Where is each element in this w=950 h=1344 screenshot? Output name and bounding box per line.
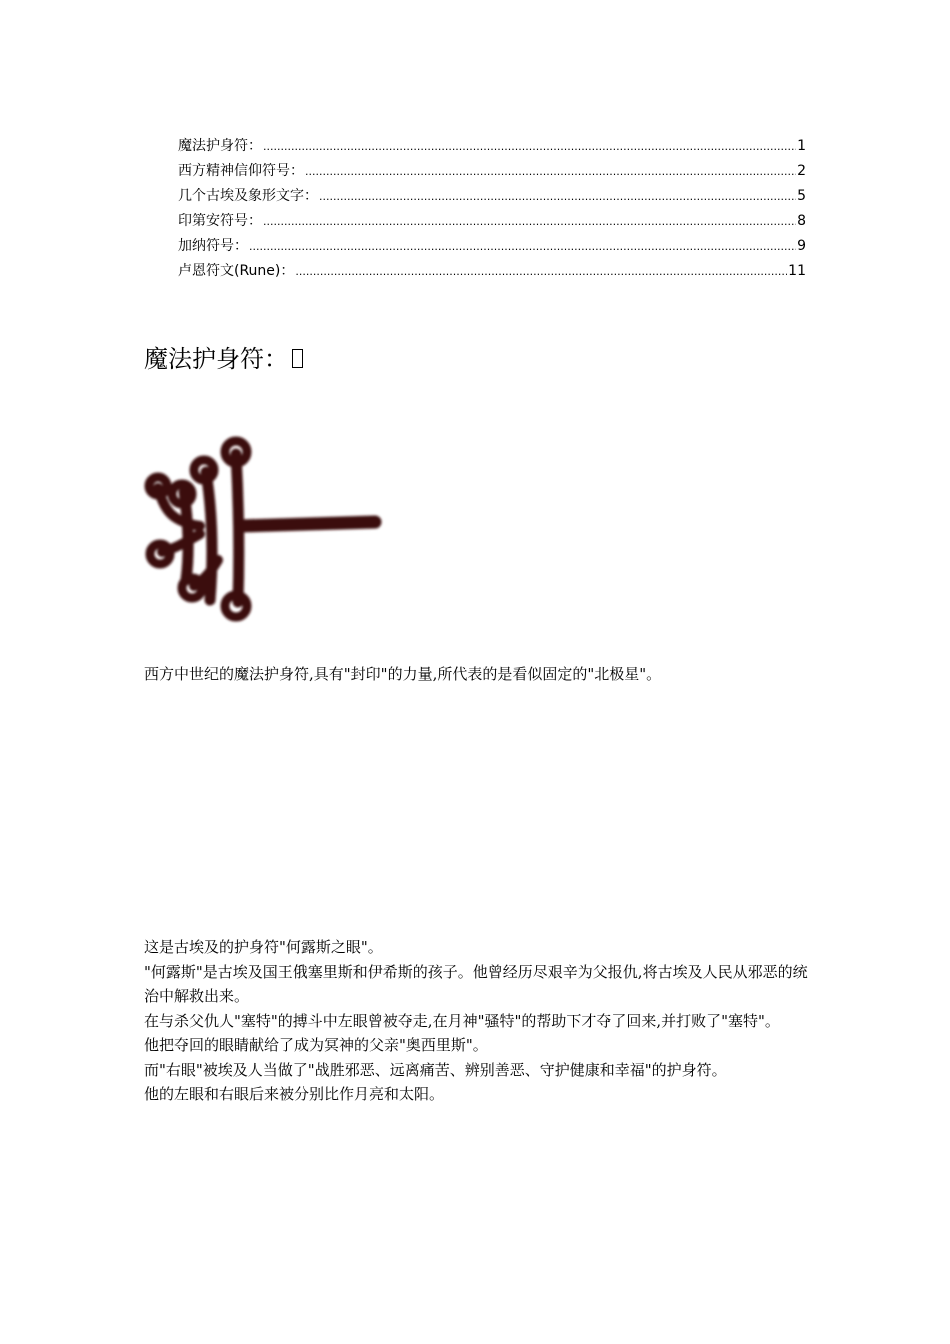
toc-entry-page: 5 [797, 188, 806, 204]
paragraph: 而"右眼"被埃及人当做了"战胜邪恶、远离痛苦、辨别善恶、守护健康和幸福"的护身符。 [144, 1060, 727, 1079]
section-heading-text: 魔法护身符： [144, 345, 288, 373]
article-body [144, 935, 809, 1107]
toc-entry[interactable] [178, 234, 806, 259]
toc-leader-dots [305, 159, 796, 184]
paragraph: 他的左眼和右眼后来被分别比作月亮和太阳。 [144, 1085, 445, 1103]
toc-entry[interactable] [178, 209, 806, 234]
toc-entry-page: 11 [788, 263, 806, 279]
toc-leader-dots [263, 134, 796, 159]
missing-glyph-icon [292, 349, 303, 368]
toc-leader-dots [249, 234, 796, 259]
toc-leader-dots [295, 259, 787, 284]
toc-entry-label: 印第安符号： [178, 213, 262, 229]
toc-entry[interactable] [178, 159, 806, 184]
paragraph: 在与杀父仇人"塞特"的搏斗中左眼曾被夺走,在月神"骚特"的帮助下才夺了回来,并打败了"塞特"。 [144, 1011, 780, 1030]
toc-entry-page: 8 [797, 213, 806, 229]
toc-leader-dots [263, 209, 796, 234]
toc-entry[interactable] [178, 184, 806, 209]
toc-entry-page: 1 [797, 138, 806, 154]
symbol-caption: 西方中世纪的魔法护身符,具有"封印"的力量,所代表的是看似固定的"北极星"。 [144, 665, 662, 683]
section-heading [144, 342, 303, 376]
toc-entry-label: 几个古埃及象形文字： [178, 188, 318, 204]
toc-entry-label: 加纳符号： [178, 238, 248, 254]
paragraph: 这是古埃及的护身符"何露斯之眼"。 [144, 938, 383, 956]
toc-entry-label: 魔法护身符： [178, 138, 262, 154]
paragraph: 他把夺回的眼睛献给了成为冥神的父亲"奥西里斯"。 [144, 1036, 488, 1054]
toc-entry-label: 卢恩符文(Rune)： [178, 263, 295, 279]
table-of-contents [178, 134, 806, 284]
toc-leader-dots [319, 184, 796, 209]
toc-entry-label: 西方精神信仰符号： [178, 163, 304, 179]
toc-entry[interactable] [178, 134, 806, 159]
magic-amulet-symbol-icon [140, 430, 385, 635]
toc-entry-page: 2 [797, 163, 806, 179]
toc-entry[interactable] [178, 259, 806, 284]
paragraph: "何露斯"是古埃及国王俄塞里斯和伊希斯的孩子。他曾经历尽艰辛为父报仇,将古埃及人民从邪恶的统治中解救出来。 [144, 962, 808, 1005]
toc-entry-page: 9 [797, 238, 806, 254]
